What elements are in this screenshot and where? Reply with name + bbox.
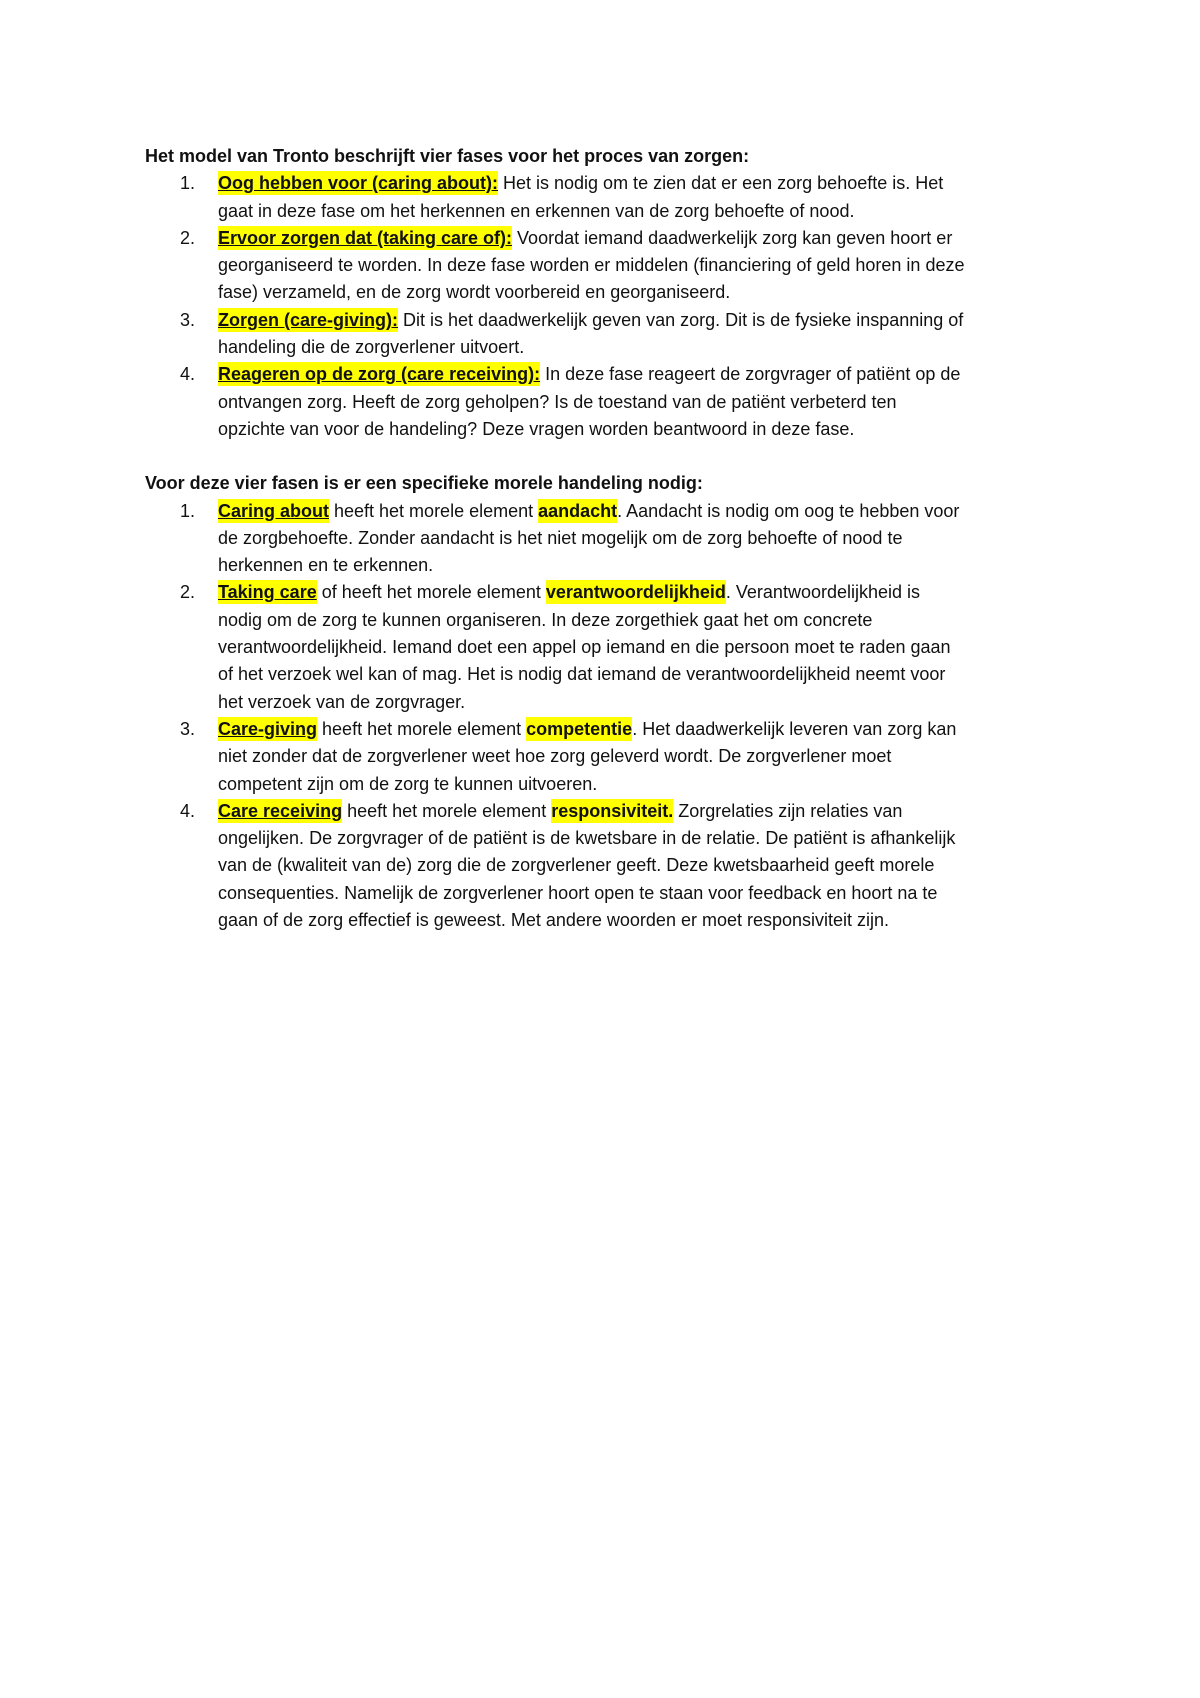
moral-item-2: [145, 579, 965, 715]
moral-element: competentie: [526, 718, 633, 739]
list-number: 1.: [180, 173, 196, 194]
phase-item-3: [145, 307, 965, 362]
document-body: [145, 143, 965, 934]
moral-text: . Aandacht is nodig om oog te hebben voor de zorgbehoefte. Zonder aandacht is het niet mogelijk om de zorg behoefte of nood te herkennen en te erkennen.: [218, 500, 960, 576]
moral-elements-list: [145, 498, 965, 935]
moral-item-4: [145, 798, 965, 934]
moral-element: aandacht: [538, 500, 618, 521]
list-number: 4.: [180, 364, 196, 385]
list-number: 2.: [180, 227, 196, 248]
connector-text: heeft het morele element: [342, 800, 552, 821]
phase-text: Voordat iemand daadwerkelijk zorg kan geven hoort er georganiseerd te worden. In deze fase worden er middelen (financiering of geld horen in deze fase) verzameld, en de zorg wordt voorbereid en georganiseerd.: [218, 227, 965, 303]
phases-list: [145, 170, 965, 443]
list-number: 4.: [180, 800, 196, 821]
phase-term: Care-giving: [218, 718, 318, 739]
moral-text: Zorgrelaties zijn relaties van ongelijken. De zorgvrager of de patiënt is de kwetsbare in de relatie. De patiënt is afhankelijk van de (kwaliteit van de) zorg die de zorgverlener geeft. Deze kwetsbaarheid geeft morele consequenties. Namelijk de zorgverlener hoort open te staan voor feedback en hoort na te gaan of de zorg effectief is geweest. Met andere woorden er moet responsiviteit zijn.: [218, 800, 956, 931]
phase-item-1: [145, 170, 965, 225]
phase-term: Zorgen (care-giving):: [218, 309, 399, 330]
phase-term: Care receiving: [218, 800, 343, 821]
phase-term: Oog hebben voor (caring about):: [218, 173, 498, 194]
section2-heading: Voor deze vier fasen is er een specifieke morele handeling nodig:: [145, 473, 703, 494]
connector-text: of heeft het morele element: [316, 582, 546, 603]
phase-text: In deze fase reageert de zorgvrager of patiënt op de ontvangen zorg. Heeft de zorg geholpen? Is de toestand van de patiënt verbeterd ten opzichte van voor de handeling? Deze vragen worden beantwoord in deze fase.: [218, 364, 961, 439]
list-number: 1.: [180, 500, 196, 521]
section1-heading: Het model van Tronto beschrijft vier fases voor het proces van zorgen:: [145, 146, 750, 166]
moral-item-3: [145, 716, 965, 798]
list-number: 2.: [180, 582, 196, 603]
moral-text: . Verantwoordelijkheid is nodig om de zorg te kunnen organiseren. In deze zorgethiek gaat het om concrete verantwoordelijkheid. Iemand doet een appel op iemand en die persoon moet te raden gaan of het verzoek wel kan of mag. Het is nodig dat iemand de verantwoordelijkheid neemt voor het verzoek van de zorgvrager.: [218, 582, 951, 712]
phase-item-2: [145, 225, 965, 307]
paragraph-spacer: [145, 443, 965, 470]
phase-item-4: [145, 361, 965, 443]
phase-text: Het is nodig om te zien dat er een zorg behoefte is. Het gaat in deze fase om het herkennen en erkennen van de zorg behoefte of nood.: [218, 173, 944, 221]
connector-text: heeft het morele element: [329, 500, 539, 521]
phase-term: Ervoor zorgen dat (taking care of):: [218, 227, 513, 248]
phase-text: Dit is het daadwerkelijk geven van zorg. Dit is de fysieke inspanning of handeling die de zorgverlener uitvoert.: [218, 309, 964, 358]
moral-item-1: [145, 498, 965, 580]
connector-text: heeft het morele element: [317, 718, 527, 739]
phase-term: Reageren op de zorg (care receiving):: [218, 364, 541, 385]
list-number: 3.: [180, 718, 196, 739]
moral-element: responsiviteit.: [551, 800, 674, 821]
list-number: 3.: [180, 309, 196, 330]
moral-element: verantwoordelijkheid: [545, 582, 726, 603]
phase-term: Caring about: [218, 500, 329, 521]
moral-text: . Het daadwerkelijk leveren van zorg kan niet zonder dat de zorgverlener weet hoe zorg geleverd wordt. De zorgverlener moet competent zijn om de zorg te kunnen uitvoeren.: [218, 718, 957, 794]
phase-term: Taking care: [218, 582, 317, 603]
